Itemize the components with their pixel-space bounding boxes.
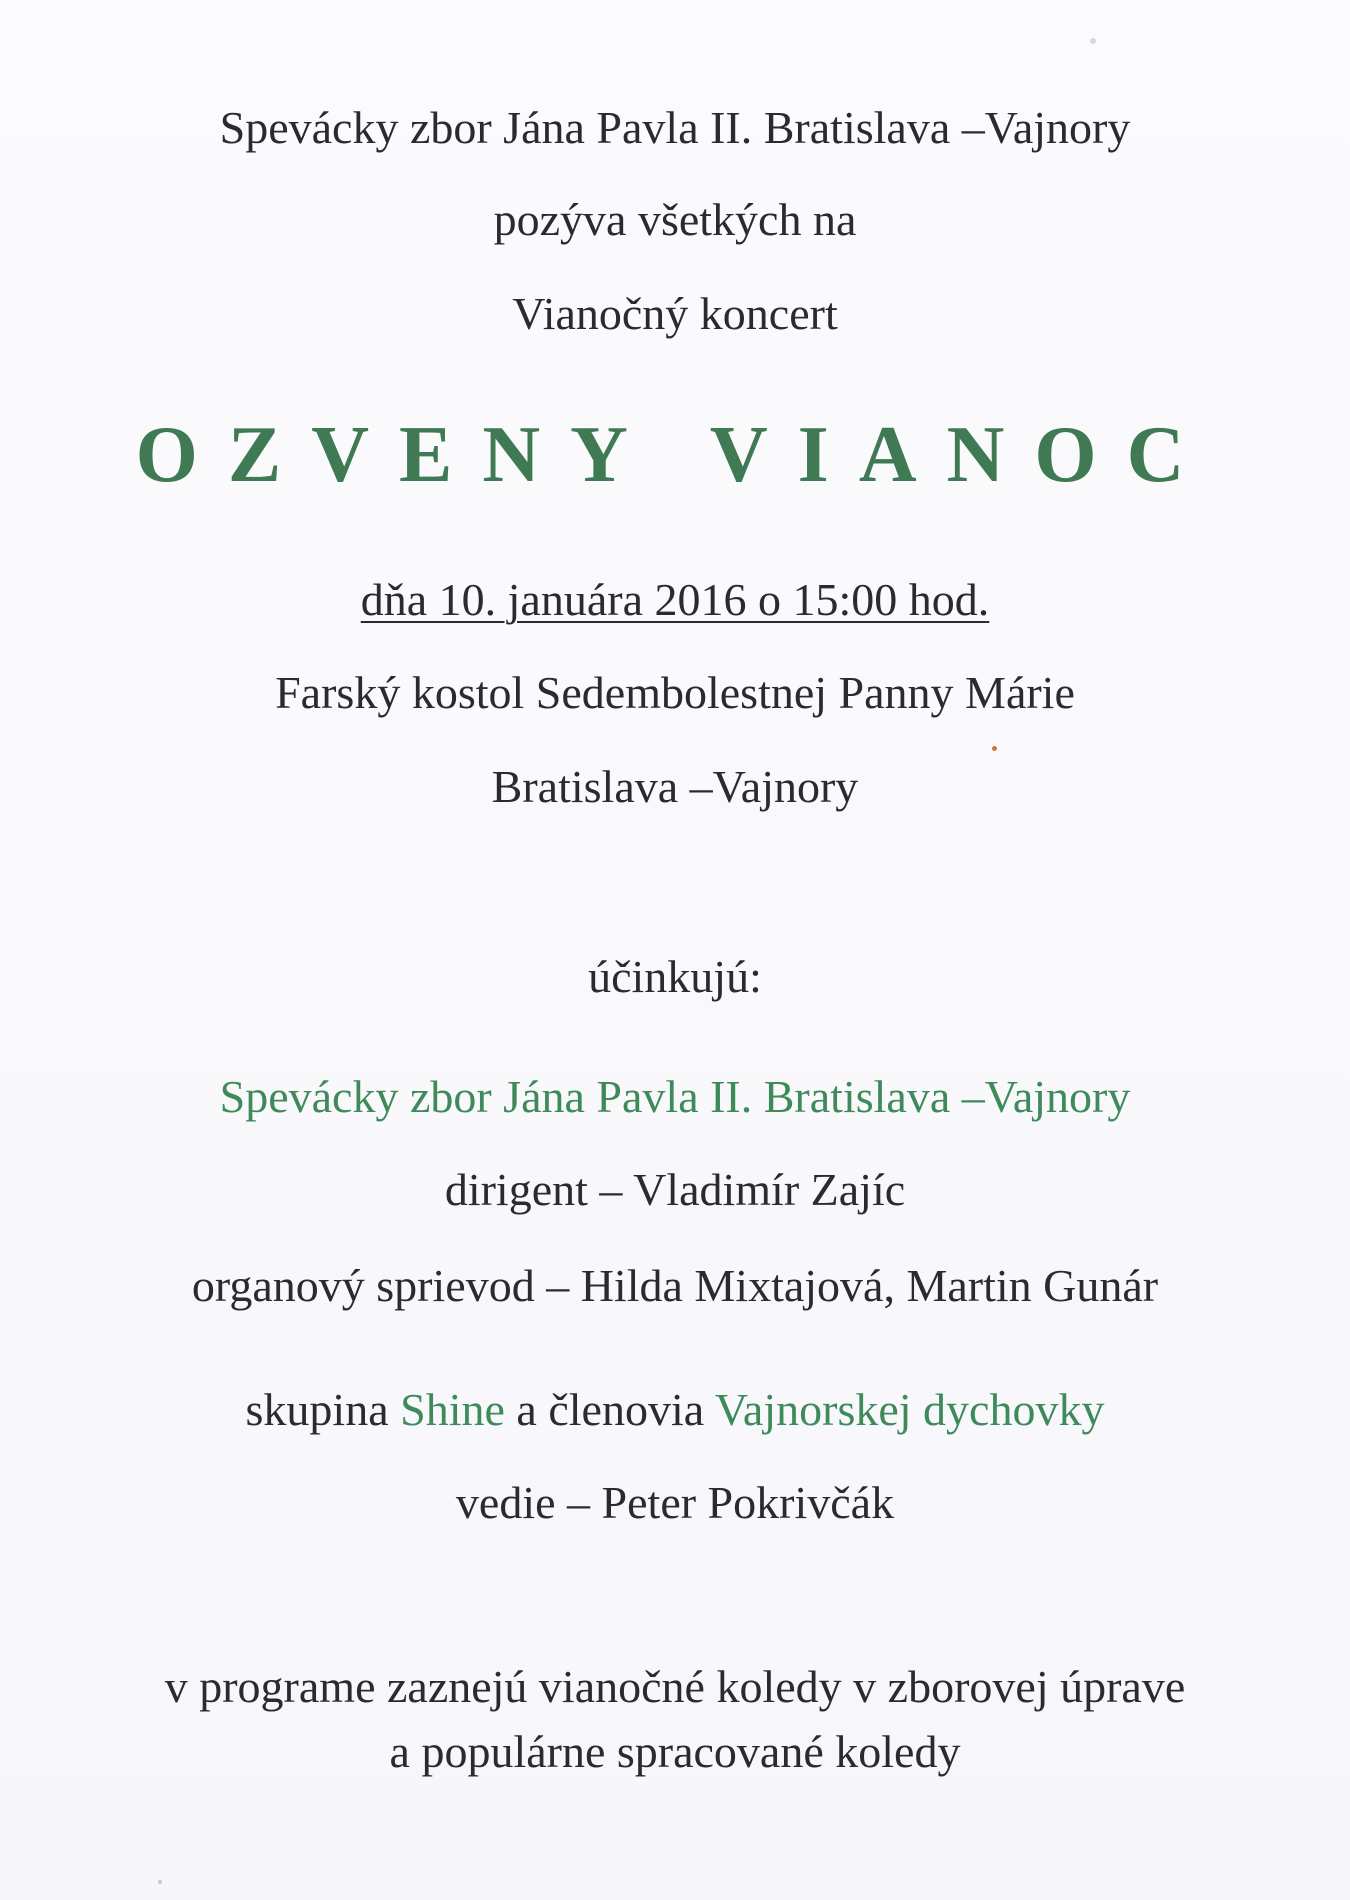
title-word-2: VIANOC: [709, 411, 1215, 499]
group-dychovka: Vajnorskej dychovky: [714, 1384, 1105, 1435]
city-line: Bratislava –Vajnory: [491, 761, 859, 812]
paper-speck: [1090, 38, 1096, 44]
program-line-1: v programe zaznejú vianočné koledy v zborovej úprave: [164, 1661, 1186, 1712]
invitation-line: pozýva všetkých na: [493, 194, 857, 245]
leader-line: vedie – Peter Pokrivčák: [455, 1477, 895, 1528]
performers-heading: účinkujú:: [588, 951, 762, 1002]
paper-speck: [992, 746, 997, 751]
groups-connector: a členovia: [516, 1384, 705, 1435]
date-time-line: [0, 573, 1350, 627]
organizer-line: Spevácky zbor Jána Pavla II. Bratislava –Vajnory: [219, 102, 1131, 153]
conductor-line: dirigent – Vladimír Zajíc: [444, 1164, 906, 1215]
concert-title: [0, 410, 1350, 500]
date-time: dňa 10. januára 2016 o 15:00 hod.: [360, 574, 990, 625]
title-word-1: OZVENY: [135, 411, 658, 499]
venue-line: Farský kostol Sedembolestnej Panny Márie: [275, 667, 1075, 718]
event-type-line: Vianočný koncert: [512, 288, 838, 339]
group-shine: Shine: [400, 1384, 505, 1435]
choir-line: Spevácky zbor Jána Pavla II. Bratislava –Vajnory: [219, 1071, 1131, 1122]
program-line-2: a populárne spracované koledy: [389, 1726, 961, 1777]
groups-prefix: skupina: [245, 1384, 389, 1435]
groups-line: [0, 1383, 1350, 1437]
paper-speck: [158, 1880, 162, 1884]
organ-line: organový sprievod – Hilda Mixtajová, Martin Gunár: [191, 1260, 1159, 1311]
